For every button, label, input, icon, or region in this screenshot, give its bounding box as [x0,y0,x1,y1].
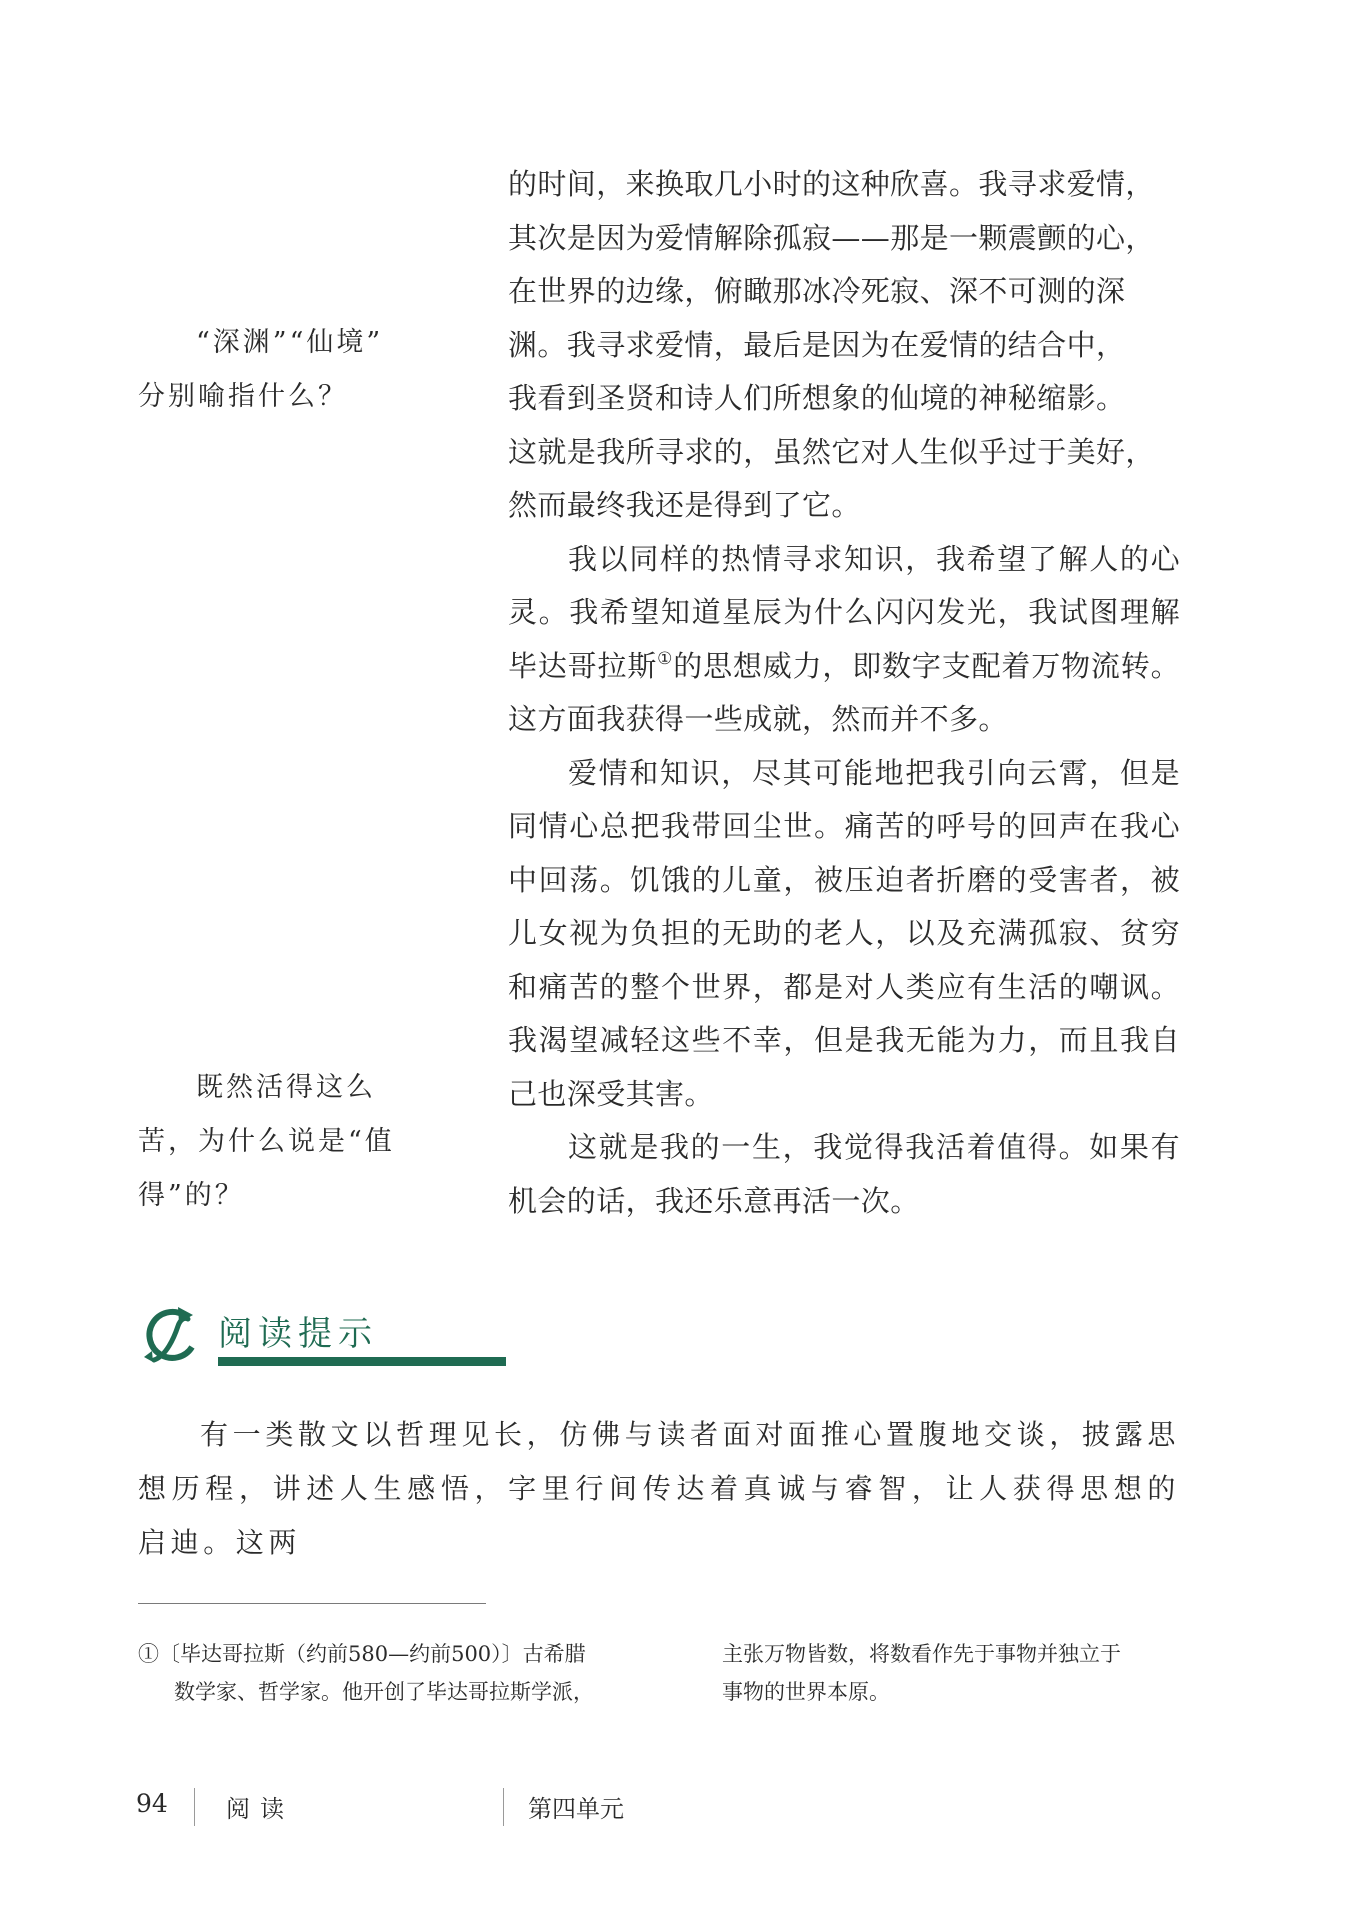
footnote-right [722,1635,1182,1711]
text-line: 渊。我寻求爱情，最后是因为在爱情的结合中， [508,327,1126,362]
text-line: 这就是我所寻求的，虽然它对人生似乎过于美好， [508,434,1155,469]
text-line: 我看到圣贤和诗人们所想象的仙境的神秘缩影。 [508,381,1126,415]
paragraph-1 [508,158,1180,533]
reading-tips-body [138,1408,1180,1570]
unit-label: 第四单元 [528,1795,624,1823]
text-line: 其次是因为爱情解除孤寂——那是一颗震颤的心， [508,220,1155,255]
title-underline [218,1357,506,1366]
reading-tips-paragraph: 有一类散文以哲理见长，仿佛与读者面对面推心置腹地交谈，披露思想历程，讲述人生感悟，字里行间传达着真诚与睿智，让人获得思想的启迪。这两 [138,1418,1180,1559]
reading-tips-title: 阅读提示 [218,1314,378,1354]
footnote-line: ①〔毕达哥拉斯（约前580—约前500）〕古希腊 [138,1642,586,1666]
reading-tip-icon [138,1302,208,1372]
footer-divider [194,1788,195,1826]
text-line: 在世界的边缘，俯瞰那冰冷死寂、深不可测的深 [508,274,1126,308]
section-label: 阅读 [226,1795,294,1823]
paragraph-3: 爱情和知识，尽其可能地把我引向云霄，但是同情心总把我带回尘世。痛苦的呼号的回声在我心中回荡。饥饿的儿童，被压迫者折磨的受害者，被儿女视为负担的无助的老人，以及充满孤寂、贫穷和痛苦的整个世界，都是对人类应有生活的嘲讽。我渴望减轻这些不幸，但是我无能为力，而且我自己也深受其害。 [508,755,1180,1111]
side-note-2 [138,1061,423,1223]
page-number: 94 [136,1789,168,1818]
paragraph-4: 这就是我的一生，我觉得我活着值得。如果有机会的话，我还乐意再活一次。 [508,1130,1180,1218]
footer-divider [503,1788,504,1826]
main-text [508,158,1180,1228]
paragraph-2-text-a: 我以同样的热情寻求知识，我希望了解人的心灵。我希望知道星辰为什么闪闪发光，我试图理解毕达哥拉斯 [508,541,1180,683]
footnote-line: 事物的世界本原。 [722,1680,890,1704]
paragraph-2 [508,533,1180,747]
side-note-1 [138,316,423,424]
footnote-line: 数学家、哲学家。他开创了毕达哥拉斯学派， [174,1680,594,1704]
side-note-line: 分别喻指什么？ [138,381,348,412]
footnote-divider [138,1603,486,1604]
side-note-line: 得”的？ [138,1180,245,1211]
reading-tips-heading [138,1302,398,1374]
side-note-line: 既然活得这么 [196,1072,376,1103]
side-note-line: “深渊”“仙境” [196,327,384,358]
footnote-line: 主张万物皆数，将数看作先于事物并独立于 [722,1642,1121,1666]
footnote-left [138,1635,638,1711]
footnote-marker[interactable]: ① [657,648,674,669]
side-note-line: 苦，为什么说是“值 [138,1126,395,1157]
text-line: 的时间，来换取几小时的这种欣喜。我寻求爱情， [508,167,1155,201]
text-line: 然而最终我还是得到了它。 [508,488,861,522]
paragraph-2-text-b: 的思想威力，即数字支配着万物流转。这方面我获得一些成就，然而并不多。 [508,648,1180,736]
